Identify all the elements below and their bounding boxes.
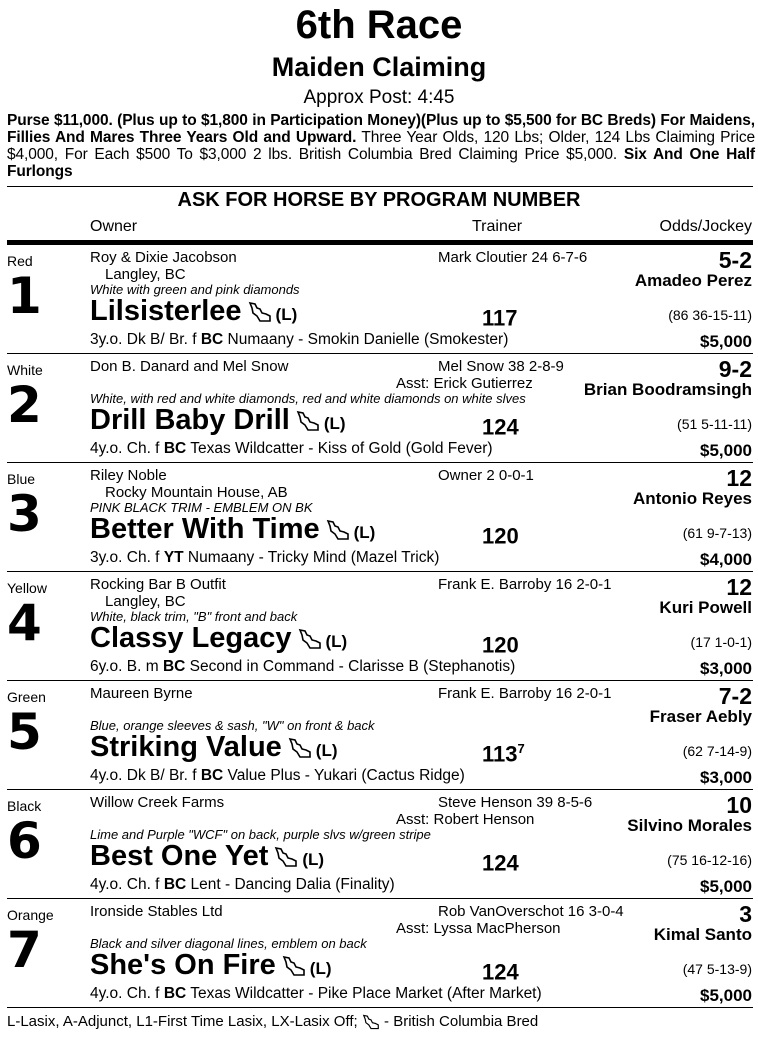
claiming-price: $3,000 bbox=[700, 659, 752, 678]
medication: (L) bbox=[275, 305, 298, 324]
horse-name: Classy Legacy bbox=[90, 622, 292, 654]
bc-bred-icon bbox=[296, 410, 320, 432]
breeding-pedigree: Numaany - Smokin Danielle (Smokester) bbox=[223, 331, 509, 348]
morning-line-odds: 12 bbox=[726, 465, 752, 491]
saddle-cloth-color: Black bbox=[7, 798, 42, 814]
weight-value: 117 bbox=[482, 305, 518, 331]
breeding-pedigree: Lent - Dancing Dalia (Finality) bbox=[186, 876, 395, 893]
bred-jurisdiction: BC bbox=[163, 985, 187, 1002]
horse-name-line bbox=[90, 294, 297, 332]
horse-name-line bbox=[90, 621, 347, 659]
assistant-trainer: Asst: Erick Gutierrez bbox=[396, 375, 533, 392]
horse-name-line bbox=[90, 730, 338, 768]
horse-name: Drill Baby Drill bbox=[90, 404, 290, 436]
jockey-record: (62 7-14-9) bbox=[682, 743, 752, 759]
breeding bbox=[90, 548, 439, 567]
horse-name: Best One Yet bbox=[90, 840, 269, 872]
entry-divider bbox=[7, 1007, 753, 1008]
jockey-record: (47 5-13-9) bbox=[682, 961, 752, 977]
trainer: Owner 2 0-0-1 bbox=[438, 467, 534, 484]
weight bbox=[482, 736, 525, 767]
horse-name-line bbox=[90, 512, 375, 550]
weight bbox=[482, 300, 518, 331]
entry-2 bbox=[0, 353, 758, 462]
bred-jurisdiction: BC bbox=[200, 331, 224, 348]
horse-name: Striking Value bbox=[90, 731, 282, 763]
silks-description: White, with red and white diamonds, red and white diamonds on white slves bbox=[90, 391, 526, 406]
program-number: 7 bbox=[7, 921, 42, 979]
post-time: Approx Post: 4:45 bbox=[303, 87, 455, 108]
breeding bbox=[90, 766, 465, 785]
conditions-text: Three Year Olds, 120 Lbs; Older, 124 Lbs Claiming Price $4,000, For Each $500 To $3,000 2 lbs. British Columbia Bred Claiming Price $5,000. bbox=[7, 129, 755, 163]
breeding-pedigree: Texas Wildcatter - Kiss of Gold (Gold Fever) bbox=[186, 440, 493, 457]
race-type: Maiden Claiming bbox=[271, 52, 487, 82]
breeding-age-sex: 4y.o. Ch. f bbox=[90, 985, 164, 1002]
breeding-age-sex: 3y.o. Ch. f bbox=[90, 549, 164, 566]
breeding-pedigree: Second in Command - Clarisse B (Stephanotis) bbox=[185, 658, 516, 675]
weight bbox=[482, 409, 519, 440]
weight-value: 124 bbox=[482, 959, 519, 985]
program-number: 6 bbox=[7, 812, 42, 870]
jockey-name: Fraser Aebly bbox=[649, 707, 752, 726]
horse-name: Better With Time bbox=[90, 513, 320, 545]
saddle-cloth-color: Orange bbox=[7, 907, 54, 923]
race-conditions bbox=[7, 112, 755, 180]
horse-name: Lilsisterlee bbox=[90, 295, 242, 327]
claiming-price: $5,000 bbox=[700, 441, 752, 460]
trainer: Frank E. Barroby 16 2-0-1 bbox=[438, 576, 612, 593]
entry-3 bbox=[0, 462, 758, 571]
program-number: 2 bbox=[7, 376, 42, 434]
claiming-price: $5,000 bbox=[700, 986, 752, 1005]
breeding-age-sex: 4y.o. Dk B/ Br. f bbox=[90, 767, 201, 784]
morning-line-odds: 9-2 bbox=[718, 356, 752, 382]
bred-jurisdiction: BC bbox=[163, 876, 187, 893]
claiming-price: $5,000 bbox=[700, 332, 752, 351]
jockey-name: Amadeo Perez bbox=[634, 271, 752, 290]
weight-value: 124 bbox=[482, 414, 519, 440]
footer-legend bbox=[7, 1012, 538, 1031]
breeding-pedigree: Value Plus - Yukari (Cactus Ridge) bbox=[223, 767, 465, 784]
saddle-cloth-color: Yellow bbox=[7, 580, 47, 596]
jockey-record: (61 9-7-13) bbox=[682, 525, 752, 541]
breeding bbox=[90, 875, 395, 894]
medication: (L) bbox=[323, 414, 346, 433]
medication: (L) bbox=[315, 741, 338, 760]
jockey-name: Antonio Reyes bbox=[632, 489, 752, 508]
silks-description: Blue, orange sleeves & sash, "W" on front & back bbox=[90, 718, 375, 733]
owner-name: Willow Creek Farms bbox=[90, 794, 225, 811]
horse-name: She's On Fire bbox=[90, 949, 276, 981]
weight-value: 113 bbox=[482, 741, 518, 767]
jockey-record: (17 1-0-1) bbox=[690, 634, 752, 650]
trainer: Mark Cloutier 24 6-7-6 bbox=[438, 249, 588, 266]
legend-text: L-Lasix, A-Adjunct, L1-First Time Lasix, LX-Lasix Off; bbox=[7, 1013, 362, 1030]
jockey-record: (86 36-15-11) bbox=[668, 307, 752, 323]
saddle-cloth-color: White bbox=[7, 362, 43, 378]
weight bbox=[482, 627, 519, 658]
legend-bc: - British Columbia Bred bbox=[379, 1013, 539, 1030]
morning-line-odds: 3 bbox=[739, 901, 752, 927]
morning-line-odds: 12 bbox=[726, 574, 752, 600]
jockey-record: (51 5-11-11) bbox=[677, 416, 752, 432]
saddle-cloth-color: Red bbox=[7, 253, 33, 269]
program-number: 1 bbox=[7, 267, 42, 325]
bc-bred-icon bbox=[326, 519, 350, 541]
bc-bred-icon bbox=[248, 301, 272, 323]
trainer: Steve Henson 39 8-5-6 bbox=[438, 794, 593, 811]
bred-jurisdiction: BC bbox=[162, 658, 186, 675]
program-number: 5 bbox=[7, 703, 42, 761]
bc-bred-icon bbox=[298, 628, 322, 650]
medication: (L) bbox=[353, 523, 376, 542]
jockey-record: (75 16-12-16) bbox=[667, 852, 752, 868]
divider bbox=[7, 186, 753, 187]
silks-description: White with green and pink diamonds bbox=[90, 282, 300, 297]
bred-jurisdiction: BC bbox=[200, 767, 224, 784]
owner-name: Ironside Stables Ltd bbox=[90, 903, 223, 920]
breeding bbox=[90, 330, 508, 349]
owner-location: Rocky Mountain House, AB bbox=[105, 484, 288, 501]
bc-bred-icon bbox=[282, 955, 306, 977]
breeding bbox=[90, 657, 515, 676]
claiming-price: $4,000 bbox=[700, 550, 752, 569]
silks-description: White, black trim, "B" front and back bbox=[90, 609, 298, 624]
jockey-name: Kimal Santo bbox=[653, 925, 752, 944]
entry-6 bbox=[0, 789, 758, 898]
silks-description: Lime and Purple "WCF" on back, purple slvs w/green stripe bbox=[90, 827, 431, 842]
breeding-age-sex: 4y.o. Ch. f bbox=[90, 876, 164, 893]
owner-location: Langley, BC bbox=[105, 266, 186, 283]
silks-description: Black and silver diagonal lines, emblem on back bbox=[90, 936, 367, 951]
odds-jockey-column-header: Odds/Jockey bbox=[659, 218, 752, 235]
entry-7 bbox=[0, 898, 758, 1007]
morning-line-odds: 7-2 bbox=[718, 683, 752, 709]
silks-description: PINK BLACK TRIM - EMBLEM ON BK bbox=[90, 500, 313, 515]
apprentice-allowance: 7 bbox=[517, 741, 525, 756]
owner-name: Rocking Bar B Outfit bbox=[90, 576, 226, 593]
morning-line-odds: 10 bbox=[726, 792, 752, 818]
breeding bbox=[90, 439, 493, 458]
bred-jurisdiction: YT bbox=[163, 549, 184, 566]
jockey-name: Kuri Powell bbox=[659, 598, 752, 617]
weight-value: 120 bbox=[482, 632, 519, 658]
trainer: Rob VanOverschot 16 3-0-4 bbox=[438, 903, 624, 920]
morning-line-odds: 5-2 bbox=[718, 247, 752, 273]
assistant-trainer: Asst: Robert Henson bbox=[396, 811, 535, 828]
bred-jurisdiction: BC bbox=[163, 440, 187, 457]
claiming-price: $5,000 bbox=[700, 877, 752, 896]
breeding-pedigree: Texas Wildcatter - Pike Place Market (After Market) bbox=[186, 985, 542, 1002]
saddle-cloth-color: Blue bbox=[7, 471, 36, 487]
conditions-bold: Purse $11,000. (Plus up to $1,800 in Participation Money)(Plus up to $5,500 for BC Breds) For Maidens, Fillies And Mares Three Years Old and Upward. bbox=[7, 112, 755, 146]
entry-1 bbox=[0, 244, 758, 353]
program-number: 3 bbox=[7, 485, 42, 543]
trainer: Frank E. Barroby 16 2-0-1 bbox=[438, 685, 612, 702]
jockey-name: Silvino Morales bbox=[627, 816, 752, 835]
horse-name-line bbox=[90, 839, 324, 877]
bc-bred-icon bbox=[274, 846, 298, 868]
bc-bred-icon bbox=[362, 1014, 380, 1030]
saddle-cloth-color: Green bbox=[7, 689, 46, 705]
trainer: Mel Snow 38 2-8-9 bbox=[438, 358, 564, 375]
owner-name: Riley Noble bbox=[90, 467, 167, 484]
weight-value: 120 bbox=[482, 523, 519, 549]
bc-bred-icon bbox=[288, 737, 312, 759]
owner-name: Roy & Dixie Jacobson bbox=[90, 249, 237, 266]
program-number: 4 bbox=[7, 594, 42, 652]
assistant-trainer: Asst: Lyssa MacPherson bbox=[396, 920, 561, 937]
trainer-column-header: Trainer bbox=[472, 218, 523, 235]
ask-banner: ASK FOR HORSE BY PROGRAM NUMBER bbox=[177, 189, 581, 211]
breeding-age-sex: 4y.o. Ch. f bbox=[90, 440, 164, 457]
breeding-pedigree: Numaany - Tricky Mind (Mazel Trick) bbox=[183, 549, 440, 566]
entry-4 bbox=[0, 571, 758, 680]
medication: (L) bbox=[309, 959, 332, 978]
horse-name-line bbox=[90, 948, 332, 986]
horse-name-line bbox=[90, 403, 346, 441]
race-number: 6th Race bbox=[295, 3, 463, 47]
owner-name: Maureen Byrne bbox=[90, 685, 193, 702]
race-distance: Six And One Half Furlongs bbox=[7, 146, 755, 180]
breeding bbox=[90, 984, 542, 1003]
medication: (L) bbox=[302, 850, 325, 869]
weight bbox=[482, 954, 519, 985]
entry-5 bbox=[0, 680, 758, 789]
medication: (L) bbox=[325, 632, 348, 651]
weight bbox=[482, 845, 519, 876]
owner-location: Langley, BC bbox=[105, 593, 186, 610]
weight-value: 124 bbox=[482, 850, 519, 876]
weight bbox=[482, 518, 519, 549]
breeding-age-sex: 3y.o. Dk B/ Br. f bbox=[90, 331, 201, 348]
jockey-name: Brian Boodramsingh bbox=[583, 380, 752, 399]
breeding-age-sex: 6y.o. B. m bbox=[90, 658, 163, 675]
owner-column-header: Owner bbox=[90, 218, 138, 235]
claiming-price: $3,000 bbox=[700, 768, 752, 787]
owner-name: Don B. Danard and Mel Snow bbox=[90, 358, 289, 375]
